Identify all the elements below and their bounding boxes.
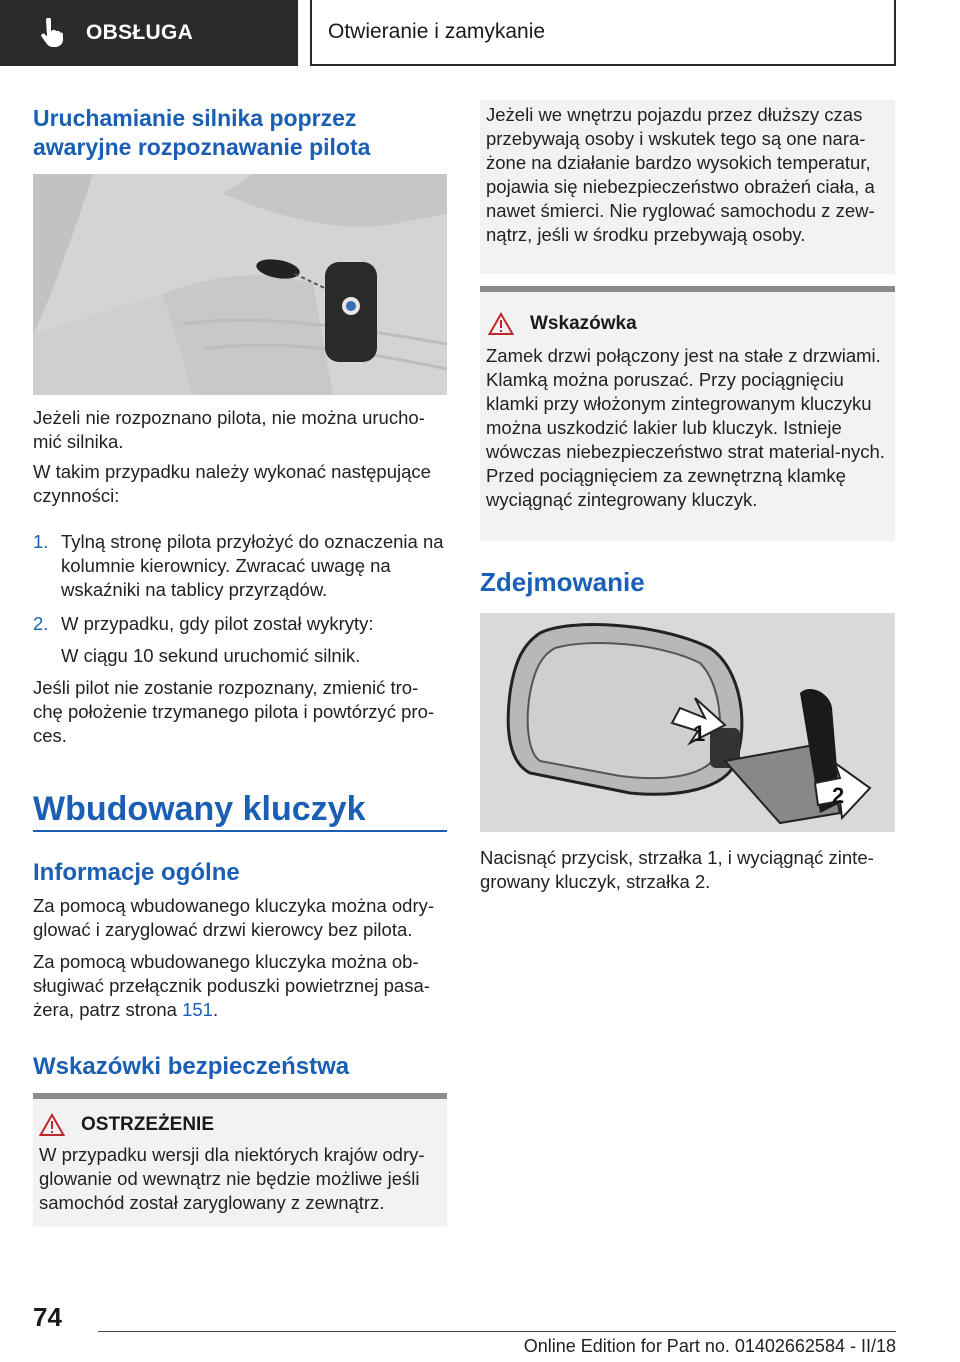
section-tab[interactable]: [0, 0, 298, 66]
page-number: 74: [33, 1302, 62, 1332]
page-link-151[interactable]: 151: [182, 999, 213, 1020]
warning-triangle-icon: [488, 312, 514, 336]
note-text: Zamek drzwi połączony jest na stałe z drzwiami. Klamką można poruszać. Przy pociągnięciu klamki przy włożonym zintegrowanym kluczyku można uszkodzić lakier lub kluczyk. Istnieje wówczas niebezpieczeństwo strat material-nych. Przed pociągnięciem za zewnętrzną klamkę wyciągnąć zintegrowany kluczyk.: [486, 345, 885, 510]
warning-triangle-icon: [39, 1113, 65, 1137]
chapter-label: Otwieranie i zamykanie: [328, 20, 546, 43]
heading-emergency-start: Uruchamianie silnika poprzez awaryjne rozpoznawanie pilota: [33, 105, 371, 160]
step-sub-item: [33, 644, 447, 668]
footer-edition: Online Edition for Part no. 01402662584 - II/18: [523, 1336, 896, 1356]
para-unlock-lock: Za pomocą wbudowanego kluczyka można odry-glować i zaryglować drzwi kierowcy bez pilota.: [33, 895, 435, 940]
step-item: [33, 530, 447, 602]
para-removal-instructions: Nacisnąć przycisk, strzałka 1, i wyciągnąć zinte-growany kluczyk, strzałka 2.: [480, 847, 874, 892]
hand-pointer-icon: [36, 18, 66, 48]
warning-title-row: [33, 1099, 447, 1137]
arrow-label-2: 2: [832, 783, 845, 808]
note-title: Wskazówka: [530, 313, 637, 334]
section-label: OBSŁUGA: [86, 21, 194, 44]
para-not-recognized: Jeżeli nie rozpoznano pilota, nie można urucho-mić silnika.: [33, 407, 425, 452]
para-airbag-text: Za pomocą wbudowanego kluczyka można ob-sługiwać przełącznik poduszki powietrznej pasa-żera, patrz strona: [33, 951, 430, 1020]
steps-list: [33, 530, 447, 668]
warning-box: [33, 1093, 447, 1227]
note-title-row: [480, 292, 895, 336]
step-number: 1.: [33, 531, 49, 552]
step-text: Tylną stronę pilota przyłożyć do oznaczenia na kolumnie kierownicy. Zwracać uwagę na wskaźniki na tablicy przyrządów.: [61, 531, 444, 600]
para-airbag-switch: [33, 950, 447, 1022]
chapter-header: [310, 0, 896, 66]
step-sub-text: W ciągu 10 sekund uruchomić silnik.: [61, 645, 361, 666]
key-removal-figure: [480, 613, 895, 832]
step-item: [33, 612, 447, 636]
para-not-recognized-retry: Jeśli pilot nie zostanie rozpoznany, zmienić tro-chę położenie trzymanego pilota i powtórzyć pro-ces.: [33, 677, 435, 746]
para-airbag-end: .: [212, 999, 219, 1020]
key-fob-on-steering-column-figure: [33, 174, 447, 395]
heading-general-info: Informacje ogólne: [33, 859, 240, 886]
heading-removal: Zdejmowanie: [480, 567, 645, 597]
warning-box-continued: [480, 100, 895, 274]
warning-title: OSTRZEŻENIE: [81, 1114, 215, 1135]
note-box: [480, 286, 895, 541]
footer-rule: [98, 1331, 896, 1332]
arrow-label-1: 1: [693, 721, 706, 746]
step-text: W przypadku, gdy pilot został wykryty:: [61, 613, 374, 634]
title-underline: [33, 830, 447, 832]
warning-text: W przypadku wersji dla niektórych krajów odry-glowanie od wewnątrz nie będzie możliwe jeśli samochód został zaryglowany z zewnątrz.: [39, 1144, 425, 1213]
warning-continued-text: Jeżeli we wnętrzu pojazdu przez dłuższy czas przebywają osoby i wskutek tego są one nara-żone na działanie bardzo wysokich temperatur, pojawia się niebezpieczeństwo obrażeń ciała, a nawet śmierci. Nie ryglować samochodu z zew-nątrz, jeśli w środku przebywają osoby.: [486, 104, 875, 245]
step-number: 2.: [33, 613, 49, 634]
heading-safety-notes: Wskazówki bezpieczeństwa: [33, 1053, 350, 1080]
para-do-following: W takim przypadku należy wykonać następujące czynności:: [33, 461, 431, 506]
title-integrated-key: Wbudowany kluczyk: [33, 790, 366, 828]
